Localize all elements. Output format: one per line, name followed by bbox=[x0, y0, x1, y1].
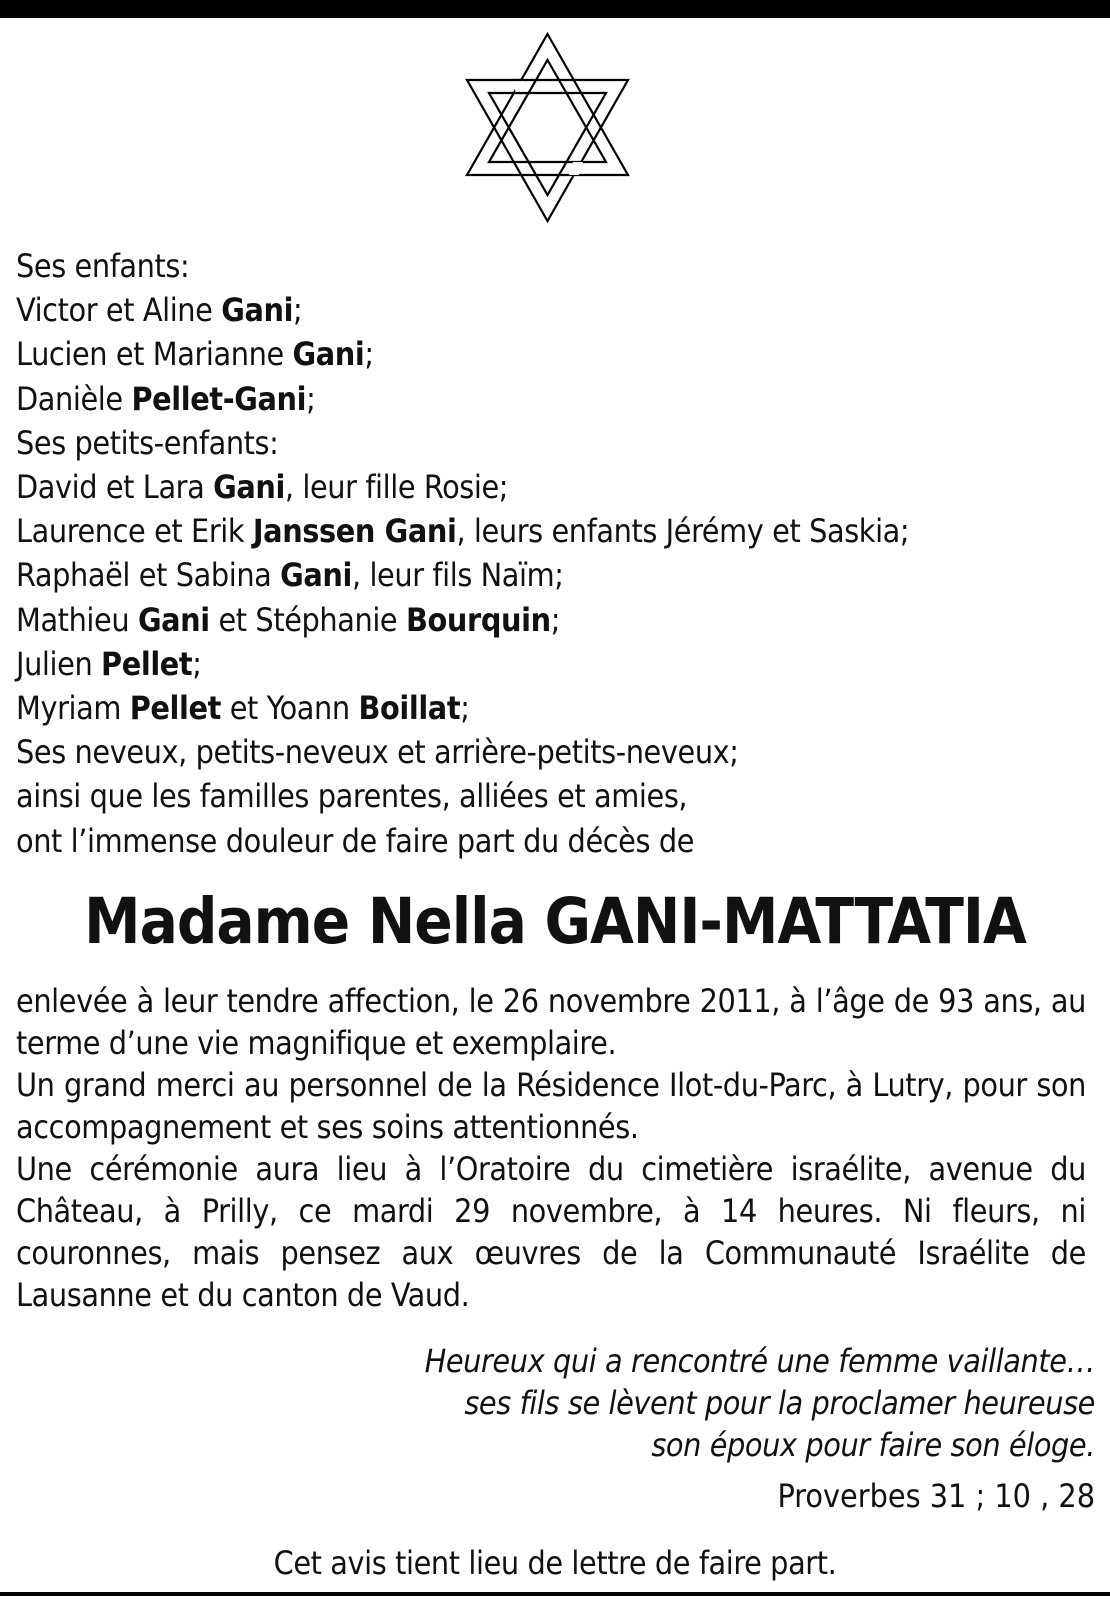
family-surname: Pellet bbox=[101, 644, 193, 683]
family-text: ; bbox=[460, 689, 470, 728]
family-text: Ses neveux, petits-neveux et arrière-petits-neveux; bbox=[16, 733, 739, 772]
family-surname: Janssen Gani bbox=[252, 512, 457, 551]
family-text: Ses petits-enfants: bbox=[16, 423, 279, 462]
family-surname: Gani bbox=[213, 468, 285, 507]
family-line bbox=[16, 774, 1086, 818]
thanks-paragraph: Un grand merci au personnel de la Résidence Ilot-du-Parc, à Lutry, pour son accompagnement et ses soins attentionnés. bbox=[16, 1066, 1086, 1146]
family-text: , leur fils Naïm; bbox=[351, 556, 564, 595]
family-text: ; bbox=[192, 644, 202, 683]
family-line bbox=[16, 686, 1086, 730]
family-text: Ses enfants: bbox=[16, 247, 190, 285]
quote-line: ses fils se lèvent pour la proclamer heureuse bbox=[464, 1384, 1095, 1422]
quote-line: son époux pour faire son éloge. bbox=[651, 1426, 1095, 1464]
family-text: ont l’immense douleur de faire part du décès de bbox=[16, 821, 695, 860]
announcement-paragraph: enlevée à leur tendre affection, le 26 novembre 2011, à l’âge de 93 ans, au terme d’une vie magnifique et exemplaire. bbox=[16, 982, 1086, 1062]
family-text: ; bbox=[306, 379, 316, 418]
family-text: Victor et Aline bbox=[16, 291, 222, 330]
family-surname: Pellet bbox=[129, 689, 221, 728]
family-text: Laurence et Erik bbox=[16, 512, 253, 551]
family-line bbox=[16, 598, 1086, 642]
family-surname: Bourquin bbox=[406, 600, 551, 639]
family-line bbox=[16, 377, 1086, 421]
bottom-rule bbox=[0, 1592, 1110, 1596]
family-line bbox=[16, 244, 1086, 288]
deceased-name: Madame Nella GANI-MATTATIA bbox=[84, 885, 1026, 958]
proverb-quote bbox=[425, 1340, 1095, 1466]
family-surname: Gani bbox=[292, 335, 365, 374]
family-line bbox=[16, 288, 1086, 332]
family-text: , leurs enfants Jérémy et Saskia; bbox=[456, 512, 910, 551]
family-text: Julien bbox=[16, 644, 102, 683]
family-text: Mathieu bbox=[16, 600, 138, 639]
announcement-body bbox=[16, 980, 1086, 1316]
quote-line: Heureux qui a rencontré une femme vaillante… bbox=[424, 1342, 1095, 1380]
family-text: ; bbox=[364, 335, 374, 374]
family-surname: Pellet-Gani bbox=[131, 379, 307, 418]
family-line bbox=[16, 553, 1086, 597]
family-text: Raphaël et Sabina bbox=[16, 556, 281, 595]
family-line bbox=[16, 509, 1086, 553]
top-rule bbox=[0, 0, 1110, 18]
family-line bbox=[16, 819, 1086, 863]
family-text: , leur fille Rosie; bbox=[284, 468, 509, 507]
notice-footer: Cet avis tient lieu de lettre de faire part. bbox=[273, 1544, 837, 1582]
family-text: David et Lara bbox=[16, 468, 214, 507]
family-line bbox=[16, 642, 1086, 686]
family-surname: Gani bbox=[280, 556, 352, 595]
family-surname: Gani bbox=[137, 600, 210, 639]
family-text: Lucien et Marianne bbox=[16, 335, 293, 374]
family-line bbox=[16, 465, 1086, 509]
star-of-david-icon bbox=[460, 30, 635, 225]
family-text: ; bbox=[293, 291, 303, 330]
family-list bbox=[16, 244, 1086, 863]
family-text: Myriam bbox=[16, 689, 130, 728]
family-text: Danièle bbox=[16, 379, 132, 418]
proverb-reference: Proverbes 31 ; 10 , 28 bbox=[777, 1477, 1095, 1515]
family-text: ainsi que les familles parentes, alliées et amies, bbox=[16, 777, 688, 816]
family-line bbox=[16, 421, 1086, 465]
ceremony-paragraph: Une cérémonie aura lieu à l’Oratoire du cimetière israélite, avenue du Château, à Prilly, ce mardi 29 novembre, à 14 heures. Ni fleurs, ni couronnes, mais pensez aux œuvres de la Communauté Israélite de Lausanne et du canton de Vaud. bbox=[16, 1150, 1086, 1314]
family-surname: Gani bbox=[221, 291, 294, 330]
family-line bbox=[16, 332, 1086, 376]
family-text: et Yoann bbox=[220, 689, 359, 728]
family-text: et Stéphanie bbox=[209, 600, 406, 639]
family-text: ; bbox=[550, 600, 561, 639]
family-line bbox=[16, 730, 1086, 774]
family-surname: Boillat bbox=[358, 689, 461, 728]
